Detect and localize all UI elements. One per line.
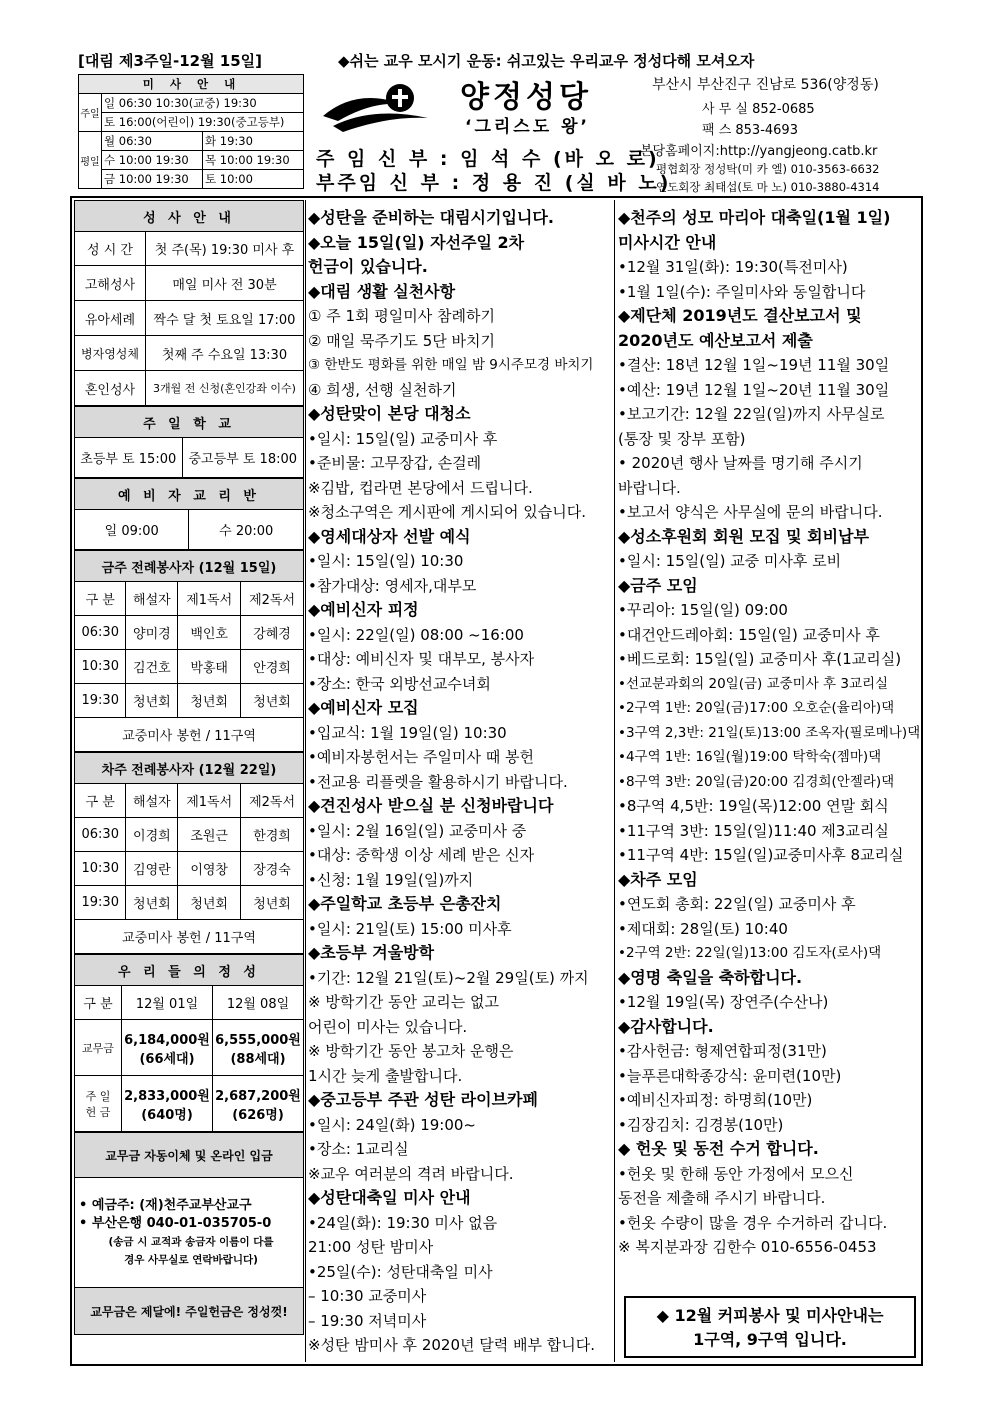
sacrament-table	[74, 200, 304, 406]
amount: 6,555,000원 (88세대)	[213, 1020, 304, 1076]
sunday-school-table	[74, 406, 304, 478]
servers-title: 금주 전례봉사자 (12월 15일)	[75, 551, 304, 582]
council-president: 평협회장 정성탁(미 카 엘) 010-3563-6632	[656, 162, 880, 176]
notice-heading: ◆주일학교 초등부 은총잔치	[308, 894, 502, 913]
notice-line: 어린이 미사는 있습니다.	[308, 1017, 468, 1036]
notice-line: ※ 방학기간 동안 교리는 없고	[308, 993, 500, 1011]
notice-line: •8구역 3반: 20일(금)20:00 김경희(안젤라)댁	[618, 773, 895, 790]
catechumen-time: 일 09:00	[75, 510, 189, 550]
notice-line: •1월 1일(수): 주일미사와 동일합니다	[618, 282, 866, 301]
account-number: • 부산은행 040-01-035705-0	[79, 1215, 272, 1231]
sunday-row: 일 06:30 10:30(교중) 19:30	[102, 94, 304, 113]
sacrament-label: 혼인성사	[75, 371, 146, 406]
col-header: 제1독서	[178, 784, 241, 818]
notice-heading: ◆차주 모임	[618, 869, 698, 889]
sacrament-value: 첫째 주 수요일 13:30	[146, 336, 304, 371]
notice-line: ※김밥, 컵라면 본당에서 드립니다.	[308, 478, 533, 497]
cell: 청년회	[178, 684, 241, 718]
col-header: 제1독서	[178, 582, 241, 616]
sacrament-value: 짝수 달 첫 토요일 17:00	[146, 301, 304, 336]
notice-line: •예비자봉헌서는 주일미사 때 봉헌	[308, 748, 535, 766]
offertory-row: 교중미사 봉헌 / 11구역	[75, 920, 304, 954]
notice-line: •보고서 양식은 사무실에 문의 바랍니다.	[618, 503, 883, 521]
weekday-label: 평일	[79, 132, 102, 189]
bank-info	[74, 1132, 304, 1335]
notice-line: •결산: 18년 12월 1일~19년 11월 30일	[618, 356, 890, 374]
cell: 청년회	[178, 886, 241, 920]
yeondo-president: 연도회장 최태섭(토 마 노) 010-3880-4314	[656, 180, 880, 194]
notice-heading: ◆금주 모임	[618, 575, 698, 595]
notice-line: ④ 희생, 선행 실천하기	[308, 380, 457, 399]
notice-line: •입교식: 1월 19일(일) 10:30	[308, 723, 507, 742]
notice-heading: ◆예비신자 피정	[308, 600, 419, 619]
notice-line: •12월 31일(화): 19:30(특전미사)	[618, 258, 848, 276]
servers-this-week	[74, 550, 304, 752]
notice-line: •늘푸른대학종강식: 윤미련(10만)	[618, 1066, 842, 1085]
notice-heading: ◆예비신자 모집	[308, 698, 419, 717]
notice-line: •대상: 중학생 이상 세례 받은 신자	[308, 846, 535, 864]
servers-next-week	[74, 752, 304, 954]
weekday-cell: 토 10:00	[202, 170, 303, 189]
notice-line: •일시: 24일(화) 19:00~	[308, 1115, 476, 1134]
notice-line: •장소: 한국 외방선교수녀회	[308, 674, 491, 693]
weekday-cell: 금 10:00 19:30	[102, 170, 203, 189]
notice-line: (통장 및 장부 포함)	[618, 429, 746, 448]
notice-heading: ◆오늘 15일(일) 자선주일 2차	[308, 232, 525, 252]
parish-subtitle: ‘그리스도 왕’	[465, 117, 590, 137]
sacrament-value: 매일 미사 전 30분	[146, 266, 304, 301]
cell: 청년회	[126, 684, 178, 718]
cell: 김건호	[126, 650, 178, 684]
saturday-row: 토 16:00(어린이) 19:30(중고등부)	[102, 113, 304, 132]
cell: 조원근	[178, 818, 241, 852]
address: 부산시 부산진구 진남로 536(양정동)	[652, 77, 879, 93]
row-label: 주 일 헌 금	[75, 1076, 122, 1132]
notice-heading: ◆성소후원회 회원 모집 및 회비납부	[618, 526, 869, 546]
cell: 김영란	[126, 852, 178, 886]
notice-line: •일시: 15일(일) 10:30	[308, 552, 464, 570]
notice-line: •예산: 19년 12월 1일~20년 11월 30일	[618, 380, 890, 399]
cell: 19:30	[75, 684, 126, 718]
notice-line: •4구역 1반: 16일(월)19:00 탁학숙(젬마)댁	[618, 749, 882, 765]
cell: 이경희	[126, 818, 178, 852]
notice-line: •헌옷 수량이 많을 경우 수거하러 갑니다.	[618, 1213, 888, 1232]
col-header: 제2독서	[241, 784, 304, 818]
cell: 청년회	[126, 886, 178, 920]
sacrament-label: 유아세례	[75, 301, 146, 336]
middle-column	[308, 206, 618, 1358]
notice-heading: ◆성탄대축일 미사 안내	[308, 1188, 471, 1207]
campaign-slogan: ◆쉬는 교우 모시기 운동: 쉬고있는 우리교우 정성다해 모셔오자	[338, 52, 755, 70]
amount: 2,833,000원 (640명)	[122, 1076, 213, 1132]
cell: 박홍태	[178, 650, 241, 684]
weekday-cell: 목 10:00 19:30	[202, 151, 303, 170]
col-header: 해설자	[126, 582, 178, 616]
top-banner	[78, 48, 924, 72]
notice-line: •헌옷 및 한해 동안 가정에서 모으신	[618, 1164, 854, 1183]
notice-line: •일시: 2월 16일(일) 교중미사 중	[308, 821, 527, 840]
col-header: 구 분	[75, 784, 126, 818]
bank-title: 교무금 자동이체 및 온라인 입금	[75, 1133, 304, 1178]
mass-title: 미 사 안 내	[79, 75, 304, 94]
weekday-cell: 화 19:30	[202, 132, 303, 151]
cell: 강혜경	[241, 616, 304, 650]
offering-table	[74, 954, 304, 1132]
notice-line: •11구역 3반: 15일(일)11:40 제3교리실	[618, 821, 889, 840]
notice-line: •연도회 총회: 22일(일) 교중미사 후	[618, 895, 856, 913]
notice-line: •보고기간: 12월 22일(일)까지 사무실로	[618, 405, 885, 423]
cell: 청년회	[241, 886, 304, 920]
notice-line: ※청소구역은 게시판에 게시되어 있습니다.	[308, 503, 586, 521]
notice-line: •12월 19일(목) 장연주(수산나)	[618, 993, 829, 1011]
notice-line: •베드로회: 15일(일) 교중미사 후(1교리실)	[618, 650, 902, 668]
cell: 10:30	[75, 650, 126, 684]
notice-line: •일시: 15일(일) 교중미사 후	[308, 429, 498, 448]
notice-line: •8구역 4,5반: 19일(목)12:00 연말 회식	[618, 797, 889, 815]
notice-line: 바랍니다.	[618, 478, 681, 497]
notice-line: •꾸리아: 15일(일) 09:00	[618, 601, 788, 619]
notice-heading: ◆견진성사 받으실 분 신청바랍니다	[308, 796, 554, 815]
notice-line: ① 주 1회 평일미사 참례하기	[308, 307, 495, 325]
elementary-time: 초등부 토 15:00	[75, 438, 183, 478]
weekday-cell: 월 06:30	[102, 132, 203, 151]
notice-heading: ◆중고등부 주관 성탄 라이브카페	[308, 1090, 538, 1109]
cell: 이영창	[178, 852, 241, 886]
sacrament-label: 고해성사	[75, 266, 146, 301]
middle-high-time: 중고등부 토 18:00	[182, 438, 303, 478]
sacrament-label: 성 시 간	[75, 232, 146, 266]
servers-title: 차주 전례봉사자 (12월 22일)	[75, 753, 304, 784]
notice-line: •제대회: 28일(토) 10:40	[618, 919, 788, 938]
catechumen-time: 수 20:00	[189, 510, 304, 550]
notice-heading: ◆성탄을 준비하는 대림시기입니다.	[308, 208, 554, 227]
notice-line: •참가대상: 영세자,대부모	[308, 576, 477, 595]
notice-heading: ◆ 헌옷 및 동전 수거 합니다.	[618, 1139, 819, 1158]
contact-info	[640, 74, 930, 195]
col-header: 구 분	[75, 986, 122, 1020]
coffee-service-notice	[624, 1296, 916, 1358]
cell: 06:30	[75, 818, 126, 852]
column-divider	[305, 200, 306, 1362]
offering-title: 우 리 들 의 정 성	[75, 955, 304, 986]
notice-line: – 19:30 저녁미사	[308, 1311, 427, 1330]
sunday-label: 주일	[79, 94, 102, 132]
notice-line: •24일(화): 19:30 미사 없음	[308, 1213, 498, 1232]
cell: 장경숙	[241, 852, 304, 886]
notice-heading: ◆제단체 2019년도 결산보고서 및	[618, 306, 862, 325]
row-label: 교무금	[75, 1020, 122, 1076]
cell: 양미경	[126, 616, 178, 650]
cell: 10:30	[75, 852, 126, 886]
notice-line: •대건안드레아회: 15일(일) 교중미사 후	[618, 625, 880, 644]
bank-note: (송금 시 교적과 송금자 이름이 다를	[108, 1235, 274, 1248]
notice-line: •2구역 1반: 20일(금)17:00 오호순(율리아)댁	[618, 700, 895, 716]
week-label: [대림 제3주일-12월 15일]	[78, 52, 262, 70]
notice-line: ◆ 12월 커피봉사 및 미사안내는	[656, 1306, 884, 1325]
notice-line: •대상: 예비신자 및 대부모, 봉사자	[308, 650, 535, 668]
col-header: 12월 01일	[122, 986, 213, 1020]
notice-line: •일시: 15일(일) 교중 미사후 로비	[618, 552, 842, 570]
notice-heading: ◆대림 생활 실천사항	[308, 281, 456, 301]
notice-line: ※성탄 밤미사 후 2020년 달력 배부 합니다.	[308, 1336, 595, 1354]
amount: 6,184,000원 (66세대)	[122, 1020, 213, 1076]
notice-heading: 헌금이 있습니다.	[308, 257, 428, 276]
notice-line: •감사헌금: 형제연합피정(31만)	[618, 1042, 827, 1060]
notice-line: •장소: 1교리실	[308, 1140, 409, 1158]
sacrament-value: 첫 주(목) 19:30 미사 후	[146, 232, 304, 266]
sacrament-value: 3개월 전 신청(혼인강좌 이수)	[146, 371, 304, 406]
notice-line: ※ 방학기간 동안 봉고차 운행은	[308, 1042, 514, 1060]
notice-line: •11구역 4반: 15일(일)교중미사후 8교리실	[618, 846, 904, 864]
notice-line: ※교우 여러분의 격려 바랍니다.	[308, 1164, 514, 1183]
col-header: 12월 08일	[213, 986, 304, 1020]
catechumen-table	[74, 478, 304, 550]
pastor-name: 주 임 신 부 : 임 석 수 (바 오 로)	[316, 148, 660, 170]
notice-line: •예비신자피정: 하명희(10만)	[618, 1091, 813, 1109]
notice-heading: ◆천주의 성모 마리아 대축일(1월 1일)	[618, 208, 891, 227]
notice-heading: 미사시간 안내	[618, 232, 717, 252]
left-column	[74, 200, 304, 1335]
parish-name: 양정성당	[460, 80, 592, 115]
notice-line: 1구역, 9구역 입니다.	[693, 1330, 847, 1349]
notice-line: •3구역 2,3반: 21일(토)13:00 조옥자(필로메나)댁	[618, 724, 921, 741]
office-phone: 사 무 실 852-0685	[702, 102, 815, 117]
sunday-school-title: 주 일 학 교	[75, 407, 304, 438]
cell: 백인호	[178, 616, 241, 650]
sacrament-title: 성 사 안 내	[75, 201, 304, 232]
col-header: 구 분	[75, 582, 126, 616]
fax: 팩 스 853-4693	[702, 123, 798, 138]
account-holder: • 예금주: (재)천주교부산교구	[79, 1197, 252, 1213]
notice-line: •신청: 1월 19일(일)까지	[308, 870, 474, 889]
cell: 06:30	[75, 616, 126, 650]
notice-line: •김장김치: 김경봉(10만)	[618, 1115, 784, 1134]
notice-heading: ◆초등부 겨울방학	[308, 943, 435, 962]
notice-line: 동전을 제출해 주시기 바랍니다.	[618, 1189, 826, 1207]
notice-line: •선교분과회의 20일(금) 교중미사 후 3교리실	[618, 675, 889, 692]
notice-line: ② 매일 묵주기도 5단 바치기	[308, 331, 495, 350]
notice-heading: 2020년도 예산보고서 제출	[618, 330, 813, 350]
bank-note: 경우 사무실로 연락바랍니다)	[124, 1253, 258, 1266]
assistant-pastor-name: 부주임 신 부 : 정 용 진 (실 바 노)	[316, 172, 672, 194]
notice-line: •일시: 21일(토) 15:00 미사후	[308, 919, 512, 938]
notice-line: •2구역 2반: 22일(일)13:00 김도자(로사)댁	[618, 945, 882, 961]
notice-line: – 10:30 교중미사	[308, 1287, 427, 1305]
parish-logo-icon	[318, 76, 448, 136]
notice-line: •일시: 22일(일) 08:00 ~16:00	[308, 625, 524, 644]
homepage-link[interactable]: 본당홈페이지:http://yangjeong.catb.kr	[640, 144, 878, 159]
notice-line: •준비물: 고무장갑, 손걸레	[308, 454, 482, 472]
notice-heading: ◆감사합니다.	[618, 1016, 714, 1036]
catechumen-title: 예 비 자 교 리 반	[75, 479, 304, 510]
notice-heading: ◆영명 축일을 축하합니다.	[618, 967, 803, 987]
col-header: 제2독서	[241, 582, 304, 616]
bank-footer: 교무금은 제달에! 주일헌금은 정성껏!	[75, 1288, 304, 1335]
notice-line: •기간: 12월 21일(토)~2월 29일(토) 까지	[308, 968, 589, 987]
notice-line: 21:00 성탄 밤미사	[308, 1238, 434, 1256]
sacrament-label: 병자영성체	[75, 336, 146, 371]
offertory-row: 교중미사 봉헌 / 11구역	[75, 718, 304, 752]
notice-line: ③ 한반도 평화를 위한 매일 밤 9시주모경 바치기	[308, 357, 594, 373]
notice-heading: ◆영세대상자 선발 예식	[308, 526, 471, 546]
right-column	[618, 206, 923, 1260]
notice-heading: ◆성탄맞이 본당 대청소	[308, 404, 471, 423]
notice-line: • 2020년 행사 날짜를 명기해 주시기	[618, 454, 863, 472]
notice-line: 1시간 늦게 출발합니다.	[308, 1066, 463, 1085]
cell: 청년회	[241, 684, 304, 718]
notice-line: •25일(수): 성탄대축일 미사	[308, 1262, 493, 1281]
notice-line: ※ 복지분과장 김한수 010-6556-0453	[618, 1238, 877, 1256]
cell: 한경희	[241, 818, 304, 852]
amount: 2,687,200원 (626명)	[213, 1076, 304, 1132]
weekday-cell: 수 10:00 19:30	[102, 151, 203, 170]
cell: 안경희	[241, 650, 304, 684]
notice-line: •전교용 리플렛을 활용하시기 바랍니다.	[308, 772, 568, 791]
col-header: 해설자	[126, 784, 178, 818]
cell: 19:30	[75, 886, 126, 920]
mass-schedule	[78, 74, 304, 189]
